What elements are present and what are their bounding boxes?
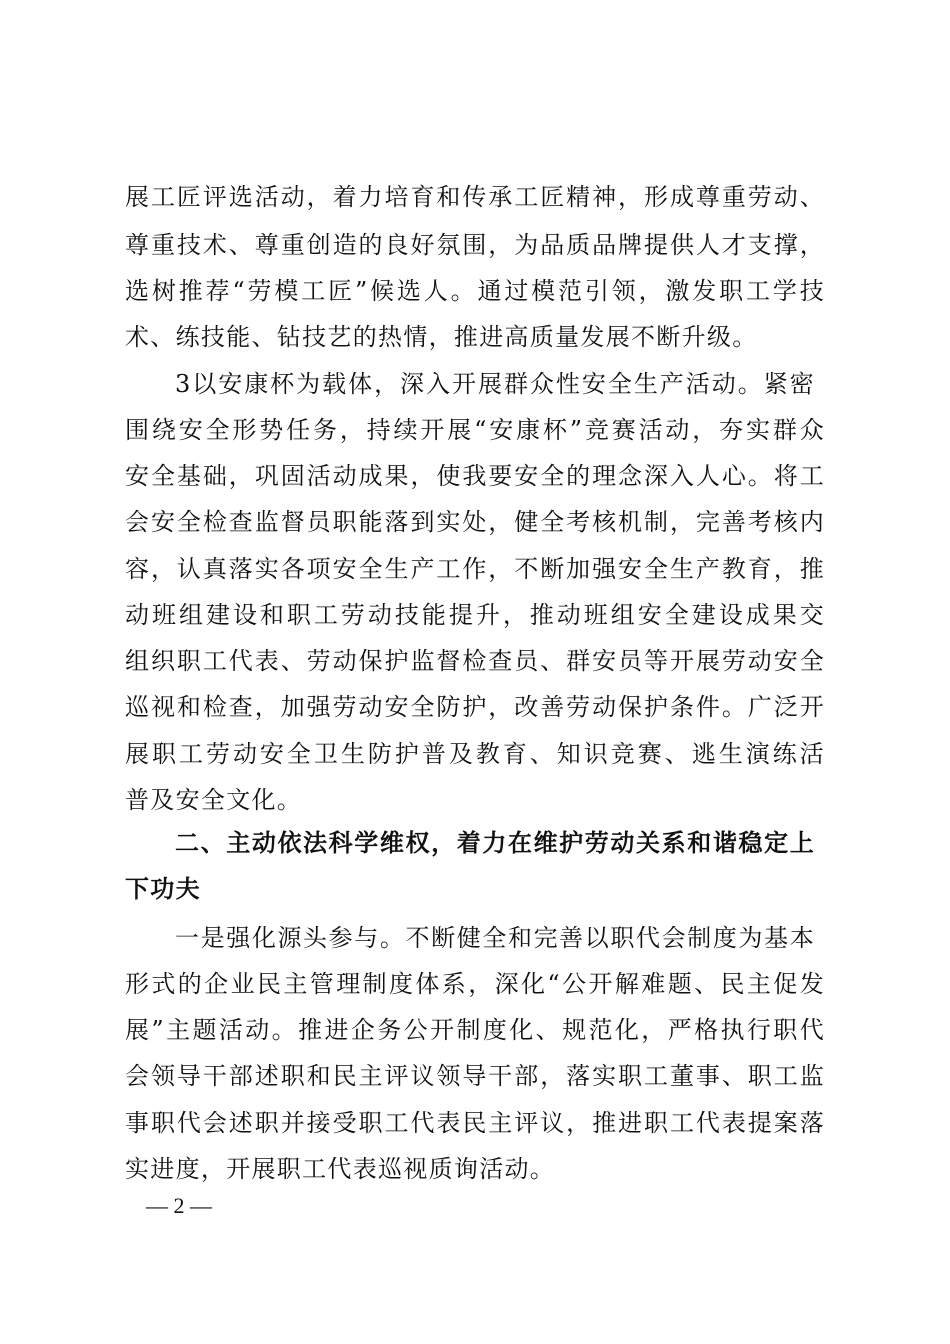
paragraph-2-line: 安全基础，巩固活动成果，使我要安全的理念深入人心。将工 — [125, 462, 825, 490]
paragraph-2-line: 展职工劳动安全卫生防护普及教育、知识竞赛、逃生演练活 — [125, 740, 825, 768]
paragraph-1-line: 尊重技术、尊重创造的良好氛围，为品质品牌提供人才支撑， — [125, 231, 825, 259]
section-heading-line: 下功夫 — [125, 874, 201, 903]
paragraph-1-line: 术、练技能、钻技艺的热情，推进高质量发展不断升级。 — [125, 323, 758, 351]
page-number: — 2 — — [146, 1193, 212, 1218]
paragraph-3-line: 形式的企业民主管理制度体系，深化“公开解难题、民主促发 — [125, 970, 825, 998]
paragraph-3-line: 展”主题活动。推进企务公开制度化、规范化，严格执行职代 — [125, 1016, 825, 1044]
paragraph-2-line: 普及安全文化。 — [125, 786, 303, 814]
paragraph-2-line: 3以安康杯为载体，深入开展群众性安全生产活动。紧密 — [175, 370, 815, 398]
paragraph-2-line: 围绕安全形势任务，持续开展“安康杯”竞赛活动，夯实群众 — [125, 416, 825, 444]
paragraph-2-line: 动班组建设和职工劳动技能提升，推动班组安全建设成果交 — [125, 601, 825, 629]
paragraph-1-line: 展工匠评选活动，着力培育和传承工匠精神，形成尊重劳动、 — [125, 183, 825, 211]
paragraph-1-line: 选树推荐“劳模工匠”候选人。通过模范引领，激发职工学技 — [125, 277, 825, 305]
paragraph-3-line: 一是强化源头参与。不断健全和完善以职代会制度为基本 — [175, 924, 815, 952]
paragraph-2-line: 会安全检查监督员职能落到实处，健全考核机制，完善考核内 — [125, 508, 825, 536]
paragraph-3-line: 会领导干部述职和民主评议领导干部，落实职工董事、职工监 — [125, 1062, 825, 1090]
section-heading-line: 二、主动依法科学维权，着力在维护劳动关系和谐稳定上 — [175, 828, 815, 857]
paragraph-3-line: 事职代会述职并接受职工代表民主评议，推进职工代表提案落 — [125, 1109, 825, 1137]
paragraph-2-line: 巡视和检查，加强劳动安全防护，改善劳动保护条件。广泛开 — [125, 693, 825, 721]
paragraph-3-line: 实进度，开展职工代表巡视质询活动。 — [125, 1155, 556, 1183]
paragraph-2-line: 容，认真落实各项安全生产工作，不断加强安全生产教育，推 — [125, 555, 825, 583]
paragraph-2-line: 组织职工代表、劳动保护监督检查员、群安员等开展劳动安全 — [125, 647, 825, 675]
